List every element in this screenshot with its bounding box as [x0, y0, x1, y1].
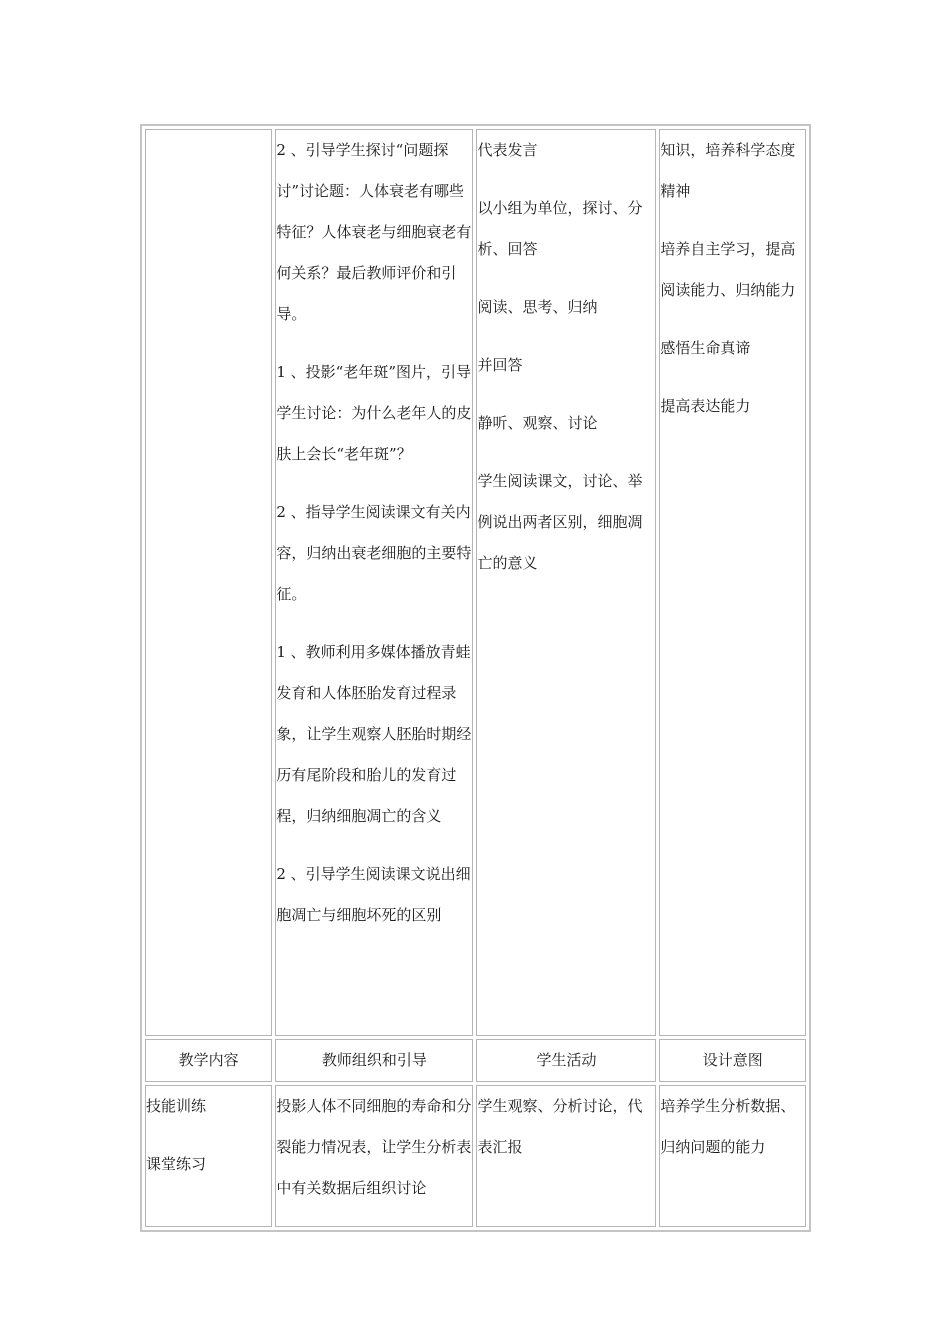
skill-intent-text: 培养学生分析数据、归纳问题的能力 [660, 1097, 796, 1156]
skill-content-cell [145, 1085, 272, 1227]
main-intent-cell [659, 129, 806, 1036]
student-activity-3: 阅读、思考、归纳 [477, 298, 598, 316]
student-activity-2: 以小组为单位，探讨、分析、回答 [477, 199, 643, 258]
skill-teacher-text: 投影人体不同细胞的寿命和分裂能力情况表，让学生分析表中有关数据后组织讨论 [276, 1097, 472, 1197]
lesson-plan-table [140, 124, 811, 1232]
student-activity-5: 静听、观察、讨论 [477, 414, 598, 432]
class-exercise-label: 课堂练习 [146, 1155, 207, 1173]
design-intent-3: 感悟生命真谛 [660, 339, 751, 357]
teacher-step-5: 2 、引导学生阅读课文说出细胞凋亡与细胞坏死的区别 [276, 865, 471, 924]
student-activity-4: 并回答 [477, 356, 523, 374]
skill-training-label: 技能训练 [146, 1097, 207, 1115]
main-col1-cell [145, 129, 272, 1036]
student-activity-1: 代表发言 [477, 141, 538, 159]
skill-teacher-cell [275, 1085, 473, 1227]
header-teacher-guidance: 教师组织和引导 [275, 1039, 473, 1082]
teacher-step-4: 1 、教师利用多媒体播放青蛙发育和人体胚胎发育过程录象，让学生观察人胚胎时期经历有尾阶段和胎儿的发育过程，归纳细胞凋亡的含义 [276, 643, 472, 825]
main-teacher-cell [275, 129, 473, 1036]
teacher-step-2: 1 、投影“老年斑”图片，引导学生讨论：为什么老年人的皮肤上会长“老年斑”？ [276, 363, 472, 463]
table-row [145, 1085, 806, 1227]
design-intent-2: 培养自主学习，提高阅读能力、归纳能力 [660, 240, 796, 299]
skill-intent-cell [659, 1085, 806, 1227]
design-intent-1: 知识，培养科学态度精神 [660, 141, 796, 200]
table-header-row [145, 1039, 806, 1082]
header-design-intent: 设计意图 [659, 1039, 806, 1082]
teacher-step-3: 2 、指导学生阅读课文有关内容，归纳出衰老细胞的主要特征。 [276, 503, 472, 603]
student-activity-6: 学生阅读课文，讨论、举例说出两者区别，细胞凋亡的意义 [477, 472, 643, 572]
header-student-activity: 学生活动 [476, 1039, 656, 1082]
teacher-step-1: 2 、引导学生探讨“问题探讨”讨论题：人体衰老有哪些特征？人体衰老与细胞衰老有何关系？最后教师评价和引导。 [276, 141, 472, 323]
header-teaching-content: 教学内容 [145, 1039, 272, 1082]
main-student-cell [476, 129, 656, 1036]
design-intent-4: 提高表达能力 [660, 397, 751, 415]
skill-student-text: 学生观察、分析讨论，代表汇报 [477, 1097, 643, 1156]
table-row [145, 129, 806, 1036]
skill-student-cell [476, 1085, 656, 1227]
